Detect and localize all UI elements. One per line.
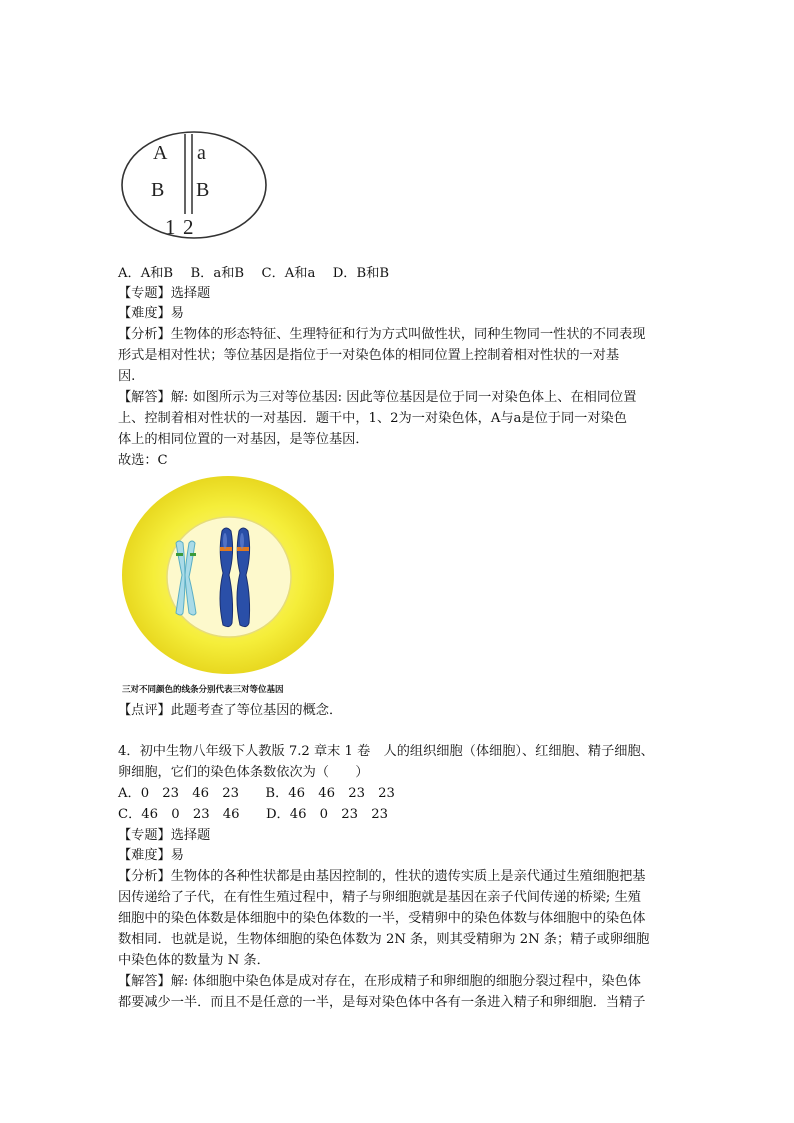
q3-analysis-line-2: 形式是相对性状；等位基因是指位于一对染色体的相同位置上控制着相对性状的一对基 xyxy=(118,348,620,363)
q4-analysis-line-3: 细胞中的染色体数是体细胞中的染色体数的一半，受精卵中的染色体数与体细胞中的染色体 xyxy=(118,911,646,926)
q3-solution-line-3: 体上的相同位置的一对基因，是等位基因． xyxy=(118,432,369,447)
gene-label-B-left: B xyxy=(151,179,165,201)
q4-analysis-line-1: 【分析】生物体的各种性状都是由基因控制的，性状的遗传实质上是亲代通过生殖细胞把基 xyxy=(118,869,646,884)
q3-answer: 故选：C xyxy=(118,453,168,468)
cell-chromosome-illustration xyxy=(119,473,336,677)
q3-difficulty: 【难度】易 xyxy=(118,306,184,321)
q4-analysis-line-4: 数相同．也就是说，生物体细胞的染色体数为 2N 条，则其受精卵为 2N 条；精子或卵细胞 xyxy=(118,932,650,947)
chromosome-pair-diagram xyxy=(120,130,270,240)
q4-analysis-line-2: 因传递给了子代，在有性生殖过程中，精子与卵细胞就是基因在亲子代间传递的桥梁; 生殖 xyxy=(118,890,641,905)
chromosome-number-1: 1 xyxy=(165,215,176,239)
gene-label-B-right: B xyxy=(196,179,210,201)
q4-solution-line-1: 【解答】解: 体细胞中染色体是成对存在，在形成精子和卵细胞的细胞分裂过程中，染色体 xyxy=(118,974,641,989)
q4-stem-line-2: 卵细胞，它们的染色体条数依次为（ ） xyxy=(118,765,369,780)
q4-analysis-line-5: 中染色体的数量为 N 条． xyxy=(118,953,270,968)
figure-caption: 三对不同颜色的线条分别代表三对等位基因 xyxy=(122,685,284,695)
q4-difficulty: 【难度】易 xyxy=(118,848,184,863)
q4-stem-line-1: 4．初中生物八年级下人教版 7.2 章末 1 卷 人的组织细胞（体细胞）、红细胞、精子细胞、 xyxy=(118,744,654,759)
q3-options: A．A和B B．a和B C．A和a D．B和B xyxy=(118,266,390,281)
q3-topic: 【专题】选择题 xyxy=(118,286,211,301)
q4-options-row-2: C．46 0 23 46 D．46 0 23 23 xyxy=(118,807,389,822)
q4-topic: 【专题】选择题 xyxy=(118,828,211,843)
q3-comment: 【点评】此题考查了等位基因的概念． xyxy=(118,703,343,718)
chromosome-number-2: 2 xyxy=(183,215,194,239)
q4-options-row-1: A．0 23 46 23 B．46 46 23 23 xyxy=(118,786,395,801)
q3-solution-line-1: 【解答】解: 如图所示为三对等位基因: 因此等位基因是位于同一对染色体上、在相同位置 xyxy=(118,390,637,405)
q4-solution-line-2: 都要减少一半．而且不是任意的一半，是每对染色体中各有一条进入精子和卵细胞．当精子 xyxy=(118,995,646,1010)
q3-solution-line-2: 上、控制着相对性状的一对基因．题干中，1、2为一对染色体，A与a是位于同一对染色 xyxy=(118,411,627,426)
q3-analysis-line-3: 因. xyxy=(118,369,136,384)
gene-label-a: a xyxy=(197,142,206,164)
q3-analysis-line-1: 【分析】生物体的形态特征、生理特征和行为方式叫做性状，同种生物同一性状的不同表现 xyxy=(118,327,646,342)
gene-label-A: A xyxy=(153,142,168,164)
